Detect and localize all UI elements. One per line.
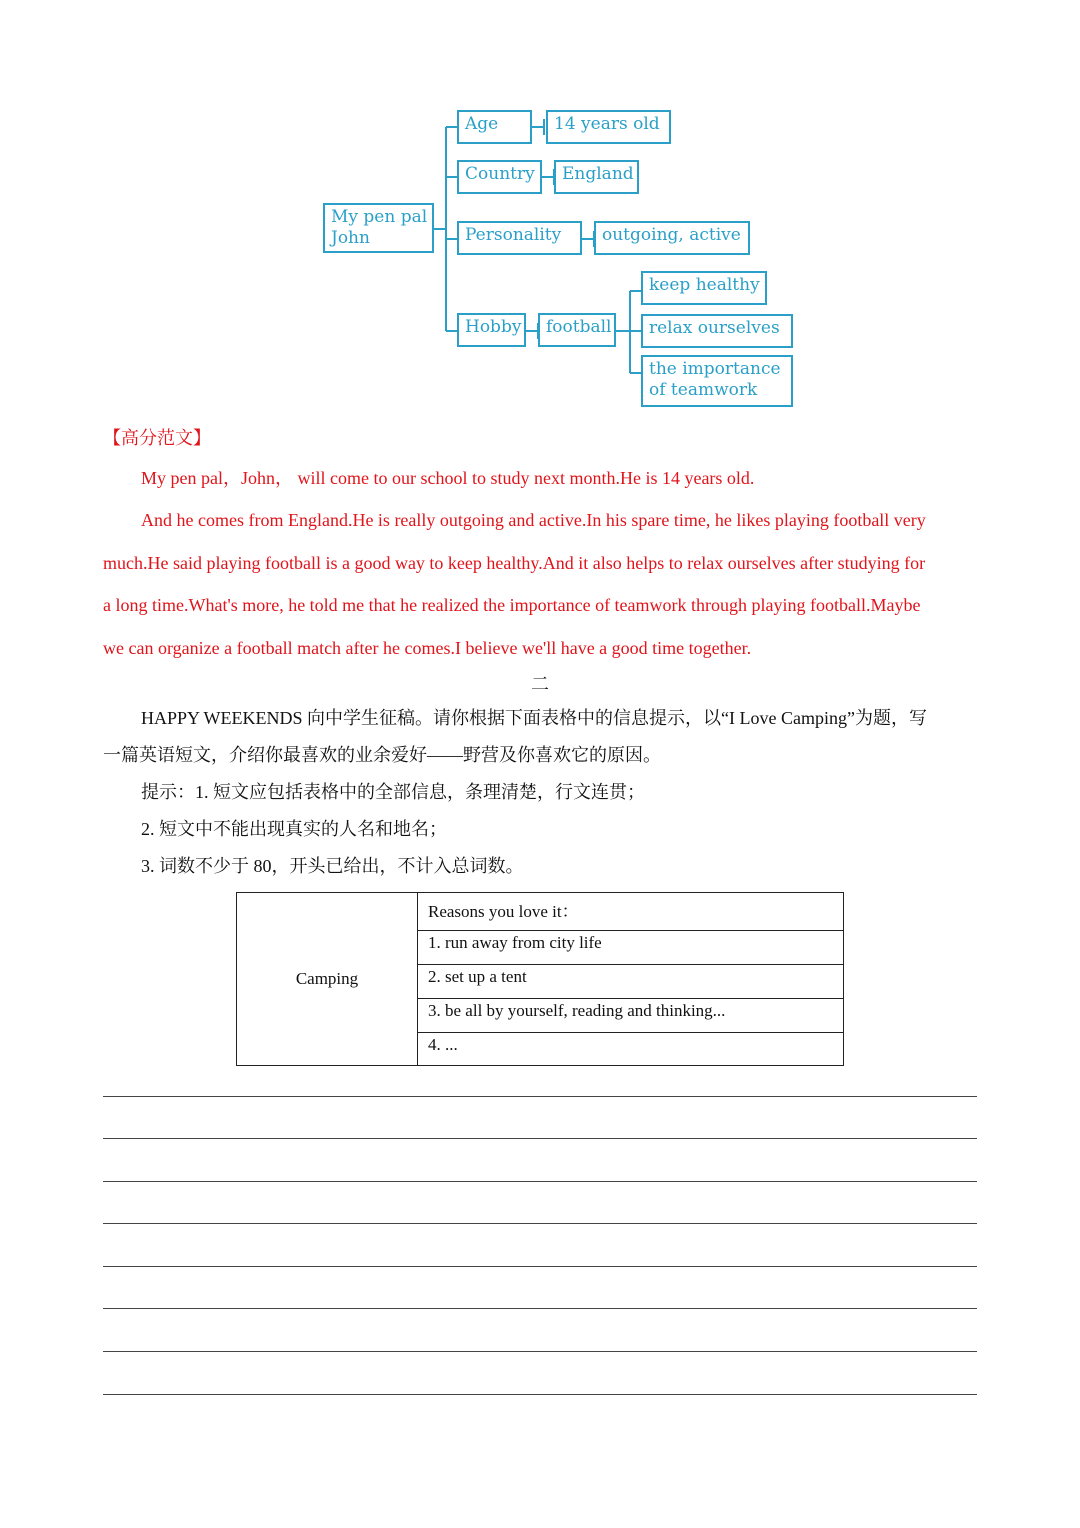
root-line-1: My pen pal <box>331 207 428 227</box>
reason-teamwork-line-2: of teamwork <box>649 380 758 400</box>
writing-line-3 <box>103 1181 977 1182</box>
writing-line-1 <box>103 1096 977 1097</box>
personality-value: outgoing, active <box>594 221 750 255</box>
reason-teamwork <box>641 355 793 407</box>
task-instructions <box>103 700 977 885</box>
sample-paragraph-2-line-2: much.He said playing football is a good way to keep healthy.And it also helps to relax ourselves after studying for <box>103 552 926 573</box>
writing-line-5 <box>103 1266 977 1267</box>
task-line-2: 一篇英语短文，介绍你最喜欢的业余爱好——野营及你喜欢它的原因。 <box>103 745 661 765</box>
hobby-value: football <box>538 313 616 347</box>
sample-paragraph-2-line-3: a long time.What's more, he told me that he realized the importance of teamwork through playing football.Maybe <box>103 595 921 615</box>
age-label: Age <box>457 110 532 144</box>
task-hint-3: 3. 词数不少于 80，开头已给出，不计入总词数。 <box>141 856 524 876</box>
writing-line-4 <box>103 1223 977 1224</box>
reason-keep-healthy: keep healthy <box>641 271 767 305</box>
table-row: 2. set up a tent <box>418 965 844 999</box>
reason-teamwork-line-1: the importance <box>649 359 781 379</box>
table-header-cell: Reasons you love it： <box>418 893 844 931</box>
reason-relax-ourselves: relax ourselves <box>641 314 793 348</box>
personality-label: Personality <box>457 221 582 255</box>
table-row: 3. be all by yourself, reading and thinking... <box>418 999 844 1033</box>
country-label: Country <box>457 160 542 194</box>
writing-line-8 <box>103 1394 977 1395</box>
pen-pal-mind-map <box>320 105 800 410</box>
hobby-label: Hobby <box>457 313 526 347</box>
root-line-2: John <box>331 228 370 248</box>
table-left-cell: Camping <box>237 893 418 1066</box>
task-line-1: HAPPY WEEKENDS 向中学生征稿。请你根据下面表格中的信息提示，以“I Love Camping”为题，写 <box>141 708 927 728</box>
writing-line-7 <box>103 1351 977 1352</box>
camping-reasons-table <box>236 892 844 1066</box>
country-value: England <box>554 160 639 194</box>
writing-line-2 <box>103 1138 977 1139</box>
sample-paragraph-1: My pen pal，John， will come to our school to study next month.He is 14 years old. <box>141 468 755 488</box>
section-marker: 二 <box>531 674 549 694</box>
task-hint-1: 提示：1. 短文应包括表格中的全部信息，条理清楚，行文连贯； <box>141 782 645 802</box>
sample-essay-heading: 【高分范文】 <box>103 428 211 448</box>
sample-paragraph-2-line-1: And he comes from England.He is really outgoing and active.In his spare time, he likes playing football very <box>141 510 926 530</box>
task-hint-2: 2. 短文中不能出现真实的人名和地名； <box>141 819 447 839</box>
age-value: 14 years old <box>546 110 671 144</box>
mind-map-root <box>323 203 434 253</box>
table-row: 4. ... <box>418 1033 844 1066</box>
writing-line-6 <box>103 1308 977 1309</box>
sample-paragraph-2 <box>103 499 977 669</box>
sample-paragraph-2-line-4: we can organize a football match after he comes.I believe we'll have a good time together. <box>103 637 752 658</box>
table-row: 1. run away from city life <box>418 931 844 965</box>
